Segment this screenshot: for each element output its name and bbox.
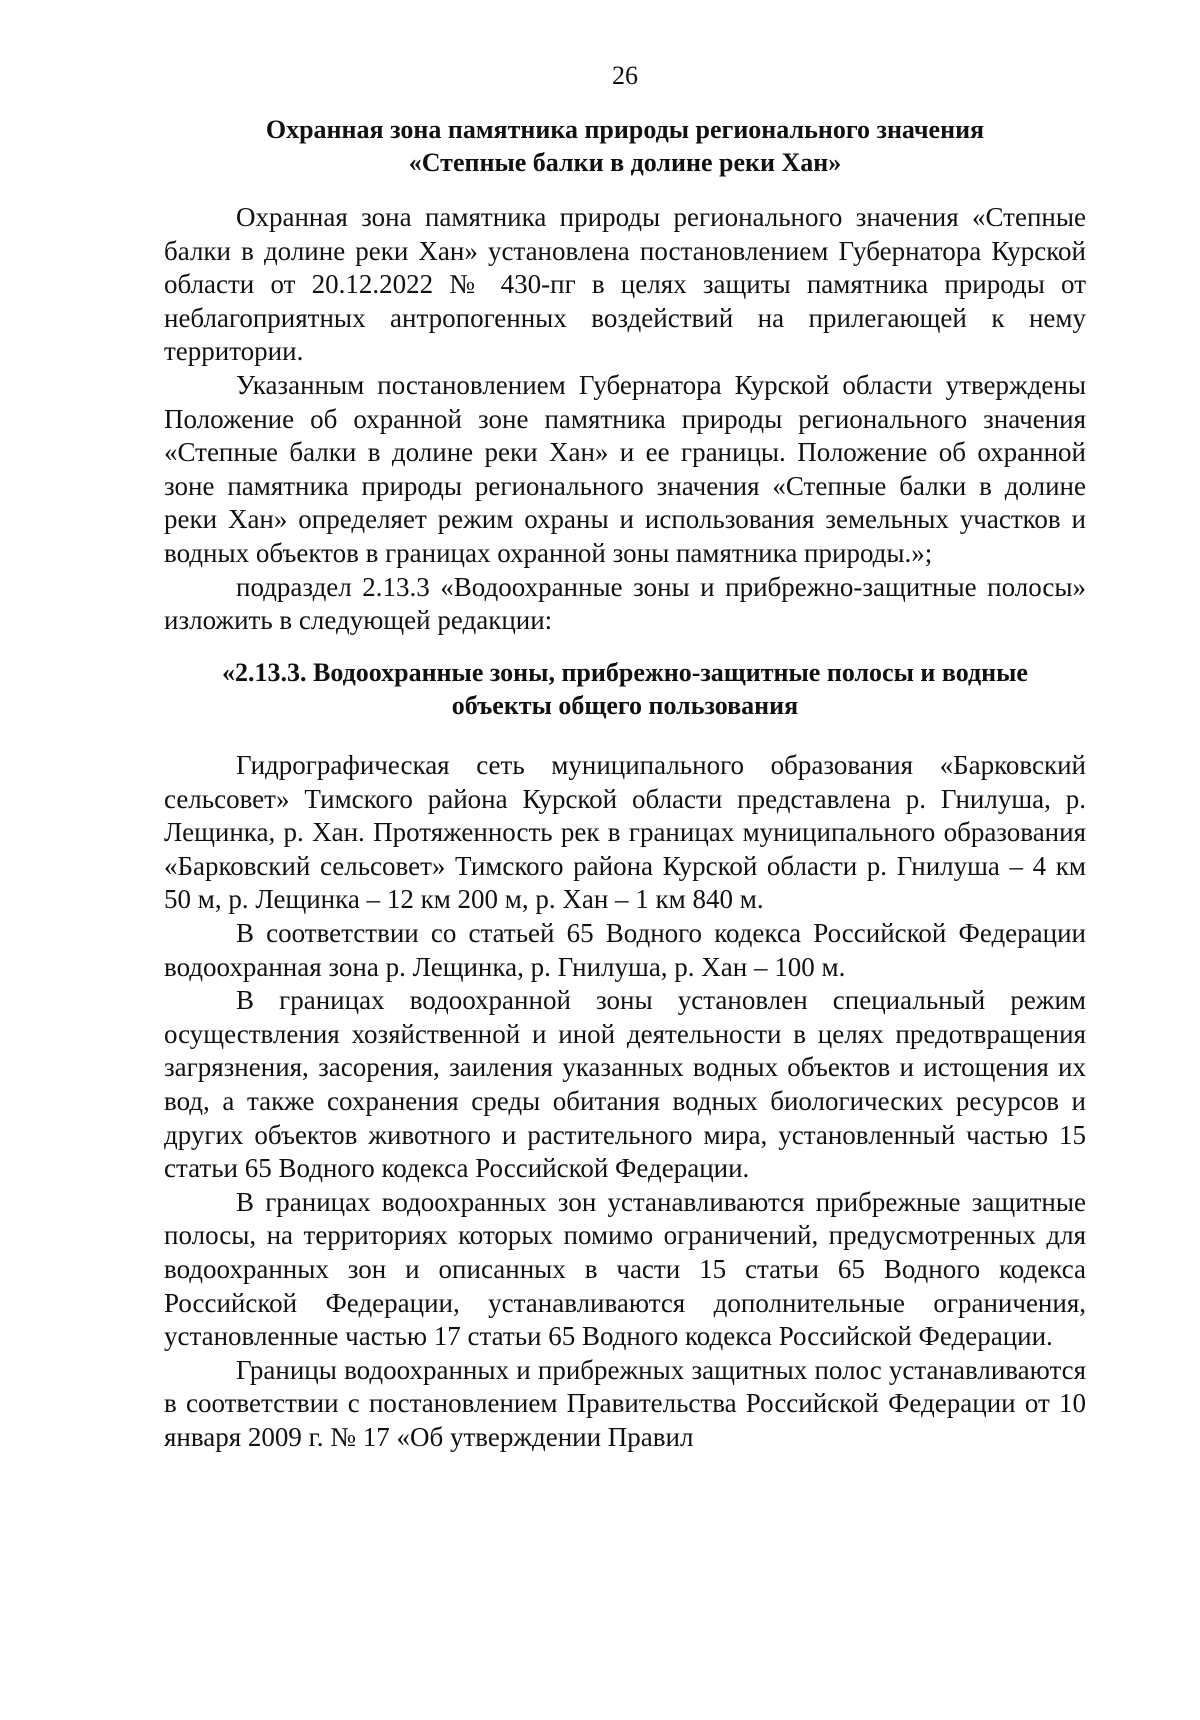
paragraph: Гидрографическая сеть муниципального образования «Барковский сельсовет» Тимского района Курской области представлена р. Гнилуша, р. Лещинка, р. Хан. Протяженность рек в границах муниципального образования «Барковский сельсовет» Тимского района Курской области р. Гнилуша – 4 км 50 м, р. Лещинка – 12 км 200 м, р. Хан – 1 км 840 м. xyxy=(164,750,1086,915)
section-title-line: объекты общего пользования xyxy=(451,691,799,720)
section-title-line: «2.13.3. Водоохранные зоны, прибрежно-защитные полосы и водные xyxy=(222,658,1028,687)
section-title-protected-zone xyxy=(164,113,1086,179)
page-number: 26 xyxy=(612,61,638,90)
section-title-line: Охранная зона памятника природы регионального значения xyxy=(265,115,985,144)
paragraph: Границы водоохранных и прибрежных защитных полос устанавливаются в соответствии с постановлением Правительства Российской Федерации от 10 января 2009 г. № 17 «Об утверждении Правил xyxy=(164,1354,1086,1452)
paragraph: Указанным постановлением Губернатора Курской области утверждены Положение об охранной зоне памятника природы регионального значения «Степные балки в долине реки Хан» и ее границы. Положение об охранной зоне памятника природы регионального значения «Степные балки в долине реки Хан» определяет режим охраны и использования земельных участков и водных объектов в границах охранной зоны памятника природы.»; xyxy=(164,369,1086,568)
section-title-water-zones xyxy=(164,656,1086,722)
section-title-line: «Степные балки в долине реки Хан» xyxy=(408,148,842,177)
paragraph: В соответствии со статьей 65 Водного кодекса Российской Федерации водоохранная зона р. Лещинка, р. Гнилуша, р. Хан – 100 м. xyxy=(164,917,1086,982)
paragraph: В границах водоохранных зон устанавливаются прибрежные защитные полосы, на территориях которых помимо ограничений, предусмотренных для водоохранных зон и описанных в части 15 статьи 65 Водного кодекса Российской Федерации, устанавливаются дополнительные ограничения, установленные частью 17 статьи 65 Водного кодекса Российской Федерации. xyxy=(164,1186,1086,1352)
section-body-protected-zone xyxy=(164,201,1086,638)
paragraph: Охранная зона памятника природы регионального значения «Степные балки в долине реки Хан» установлена постановлением Губернатора Курской области от 20.12.2022 № 430-пг в целях защиты памятника природы от неблагоприятных антропогенных воздействий на прилегающей к нему территории. xyxy=(164,202,1086,367)
paragraph: подраздел 2.13.3 «Водоохранные зоны и прибрежно-защитные полосы» изложить в следующей редакции: xyxy=(164,571,1086,636)
paragraph: В границах водоохранной зоны установлен специальный режим осуществления хозяйственной и иной деятельности в целях предотвращения загрязнения, засорения, заиления указанных водных объектов и истощения их вод, а также сохранения среды обитания водных биологических ресурсов и других объектов животного и растительного мира, установленный частью 15 статьи 65 Водного кодекса Российской Федерации. xyxy=(164,985,1086,1184)
section-body-water-zones xyxy=(164,749,1086,1454)
